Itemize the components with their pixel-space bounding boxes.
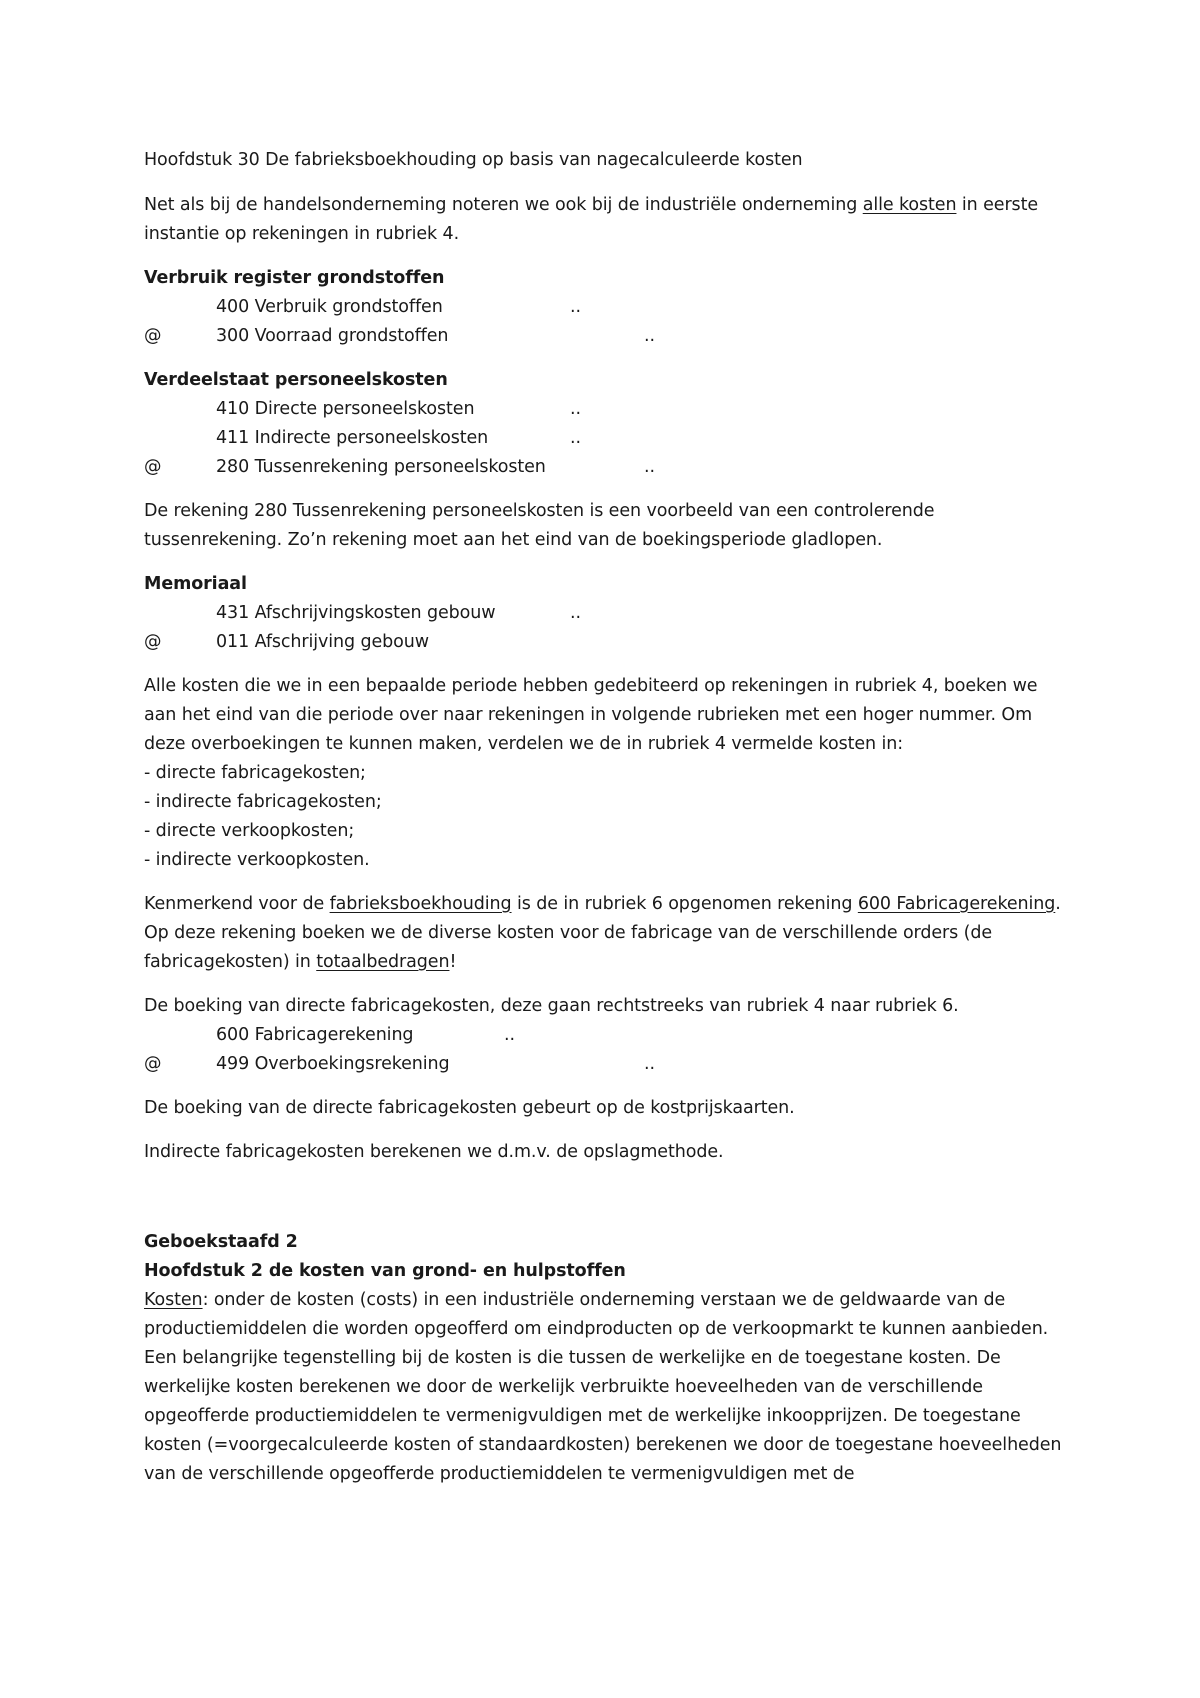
kosten-definition <box>144 1286 1074 1344</box>
debit-amount: .. <box>570 297 581 317</box>
journal-debit-line <box>144 599 1074 628</box>
list-item: - directe fabricagekosten; <box>144 763 366 783</box>
intro-text: Net als bij de handelsonderneming noteren we ook bij de industriële onderneming <box>144 195 863 215</box>
journal-credit-line <box>144 453 1074 482</box>
credit-account: 280 Tussenrekening personeelskosten <box>216 457 546 477</box>
journal-heading: Verdeelstaat personeelskosten <box>144 370 448 390</box>
list-item: - directe verkoopkosten; <box>144 821 355 841</box>
journal-credit-line <box>144 628 1074 657</box>
intro-paragraph <box>144 191 1074 249</box>
kosten-label: Kosten <box>144 1290 203 1310</box>
underlined-term: totaalbedragen <box>316 952 450 972</box>
at-symbol: @ <box>144 326 162 346</box>
debit-account: 410 Directe personeelskosten <box>216 399 475 419</box>
credit-account: 011 Afschrijving gebouw <box>216 632 429 652</box>
debit-amount: .. <box>570 399 581 419</box>
paragraph-werkelijke-kosten: Een belangrijke tegenstelling bij de kosten is die tussen de werkelijke en de toegestane kosten. De werkelijke kosten berekenen we door de werkelijk verbruikte hoeveelheden van de verschillende opgeofferde productiemiddelen te vermenigvuldigen met de werkelijke inkoopprijzen. De toegestane kosten (=voorgecalculeerde kosten of standaardkosten) berekenen we door de toegestane hoeveelheden van de verschillende opgeofferde productiemiddelen te vermenigvuldigen met de <box>144 1348 1062 1484</box>
at-symbol: @ <box>144 632 162 652</box>
credit-account: 499 Overboekingsrekening <box>216 1054 450 1074</box>
debit-amount: .. <box>570 428 581 448</box>
paragraph-text: ! <box>449 952 457 972</box>
journal-debit-line <box>144 293 1074 322</box>
journal-entry-personeelskosten <box>144 366 1074 482</box>
chapter-heading: Hoofdstuk 2 de kosten van grond- en hulpstoffen <box>144 1261 626 1281</box>
journal-entry-memoriaal <box>144 570 1074 657</box>
kosten-text: : onder de kosten (costs) in een industriële onderneming verstaan we de geldwaarde van de productiemiddelen die worden opgeofferd om eindproducten op de verkoopmarkt te kunnen aanbieden. <box>144 1290 1049 1339</box>
section-geboekstaafd <box>144 1228 1074 1489</box>
paragraph-tussenrekening: De rekening 280 Tussenrekening personeelskosten is een voorbeeld van een controlerende tussenrekening. Zo’n rekening moet aan het eind van de boekingsperiode gladlopen. <box>144 501 935 550</box>
debit-amount: .. <box>504 1025 515 1045</box>
journal-intro: De boeking van directe fabricagekosten, deze gaan rechtstreeks van rubriek 4 naar rubriek 6. <box>144 996 959 1016</box>
paragraph-text: is de in rubriek 6 opgenomen rekening <box>511 894 858 914</box>
debit-account: 431 Afschrijvingskosten gebouw <box>216 603 496 623</box>
journal-heading: Memoriaal <box>144 574 247 594</box>
paragraph-kostprijskaarten: De boeking van de directe fabricagekosten gebeurt op de kostprijskaarten. <box>144 1098 795 1118</box>
list-item: - indirecte verkoopkosten. <box>144 850 370 870</box>
debit-account: 400 Verbruik grondstoffen <box>216 297 443 317</box>
paragraph-rubriek-with-list <box>144 672 1074 875</box>
journal-debit-line <box>144 424 1074 453</box>
paragraph-kenmerkend <box>144 890 1074 977</box>
spacer <box>144 1182 1074 1228</box>
journal-entry-grondstoffen <box>144 264 1074 351</box>
paragraph-rubriek: Alle kosten die we in een bepaalde periode hebben gedebiteerd op rekeningen in rubriek 4, boeken we aan het eind van die periode over naar rekeningen in volgende rubrieken met een hoger nummer. Om deze overboekingen te kunnen maken, verdelen we de in rubriek 4 vermelde kosten in: <box>144 676 1038 754</box>
list-item: - indirecte fabricagekosten; <box>144 792 382 812</box>
chapter-title: Hoofdstuk 30 De fabrieksboekhouding op basis van nagecalculeerde kosten <box>144 150 803 170</box>
journal-entry-fabricage <box>144 992 1074 1079</box>
underlined-term: fabrieksboekhouding <box>329 894 512 914</box>
credit-amount: .. <box>644 1054 655 1074</box>
document-page <box>144 146 1074 1489</box>
underlined-term: 600 Fabricagerekening <box>857 894 1056 914</box>
cost-list <box>144 759 1074 875</box>
credit-account: 300 Voorraad grondstoffen <box>216 326 449 346</box>
debit-account: 600 Fabricagerekening <box>216 1025 414 1045</box>
journal-heading: Verbruik register grondstoffen <box>144 268 445 288</box>
paragraph-text: Kenmerkend voor de <box>144 894 330 914</box>
section-heading: Geboekstaafd 2 <box>144 1232 298 1252</box>
paragraph-opslagmethode: Indirecte fabricagekosten berekenen we d.m.v. de opslagmethode. <box>144 1142 724 1162</box>
journal-credit-line <box>144 1050 1074 1079</box>
underlined-term: alle kosten <box>862 195 957 215</box>
credit-amount: .. <box>644 457 655 477</box>
at-symbol: @ <box>144 457 162 477</box>
intro-text-end: in eerste instantie op rekeningen in rubriek 4. <box>144 195 1039 244</box>
journal-debit-line <box>144 395 1074 424</box>
journal-credit-line <box>144 322 1074 351</box>
credit-amount: .. <box>644 326 655 346</box>
journal-debit-line <box>144 1021 1074 1050</box>
at-symbol: @ <box>144 1054 162 1074</box>
debit-amount: .. <box>570 603 581 623</box>
paragraph-text: . Op deze rekening boeken we de diverse kosten voor de fabricage van de verschillende orders (de fabricagekosten) in <box>144 894 1061 972</box>
debit-account: 411 Indirecte personeelskosten <box>216 428 489 448</box>
